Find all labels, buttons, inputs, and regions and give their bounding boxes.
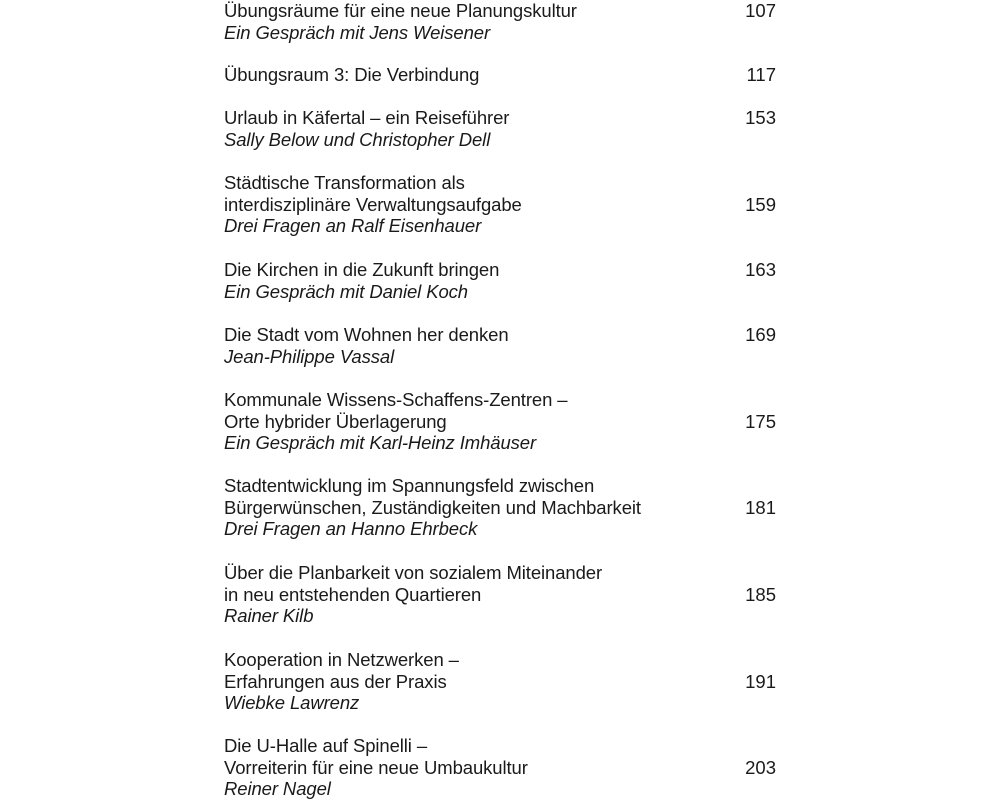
entry-title-line: Die U-Halle auf Spinelli –: [224, 735, 428, 756]
toc-entry: [224, 0, 776, 43]
entry-page-number: 185: [745, 583, 776, 605]
entry-page-number: 163: [745, 259, 776, 280]
entry-title-line: Orte hybrider Überlagerung: [224, 410, 447, 432]
entry-author: Rainer Kilb: [224, 605, 314, 627]
entry-page-number: 181: [745, 496, 776, 518]
entry-author: Ein Gespräch mit Karl-Heinz Imhäuser: [224, 432, 537, 454]
entry-page-number: 191: [745, 670, 776, 692]
entry-page-number: 107: [745, 0, 776, 21]
entry-author: Ein Gespräch mit Jens Weisener: [224, 21, 491, 43]
entry-title-line: Übungsraum 3: Die Verbindung: [224, 64, 480, 85]
entry-page-number: 203: [745, 756, 776, 778]
toc-entry: [224, 172, 776, 237]
entry-author: Jean-Philippe Vassal: [224, 345, 395, 367]
entry-page-number: 117: [746, 64, 776, 85]
entry-author: Wiebke Lawrenz: [224, 692, 360, 714]
entry-title-line: Kooperation in Netzwerken –: [224, 649, 459, 670]
entry-author: Drei Fragen an Ralf Eisenhauer: [224, 215, 482, 237]
entry-author: Drei Fragen an Hanno Ehrbeck: [224, 518, 478, 540]
entry-page-number: 159: [745, 193, 776, 215]
entry-title-line: Städtische Transformation als: [224, 172, 465, 193]
entry-page-number: 153: [745, 107, 776, 128]
toc-entry: [224, 107, 776, 150]
entry-page-number: 169: [745, 324, 776, 345]
entry-title-line: Vorreiterin für eine neue Umbaukultur: [224, 756, 528, 778]
toc-entry: [224, 64, 776, 86]
entry-author: Reiner Nagel: [224, 778, 331, 800]
entry-title-line: interdisziplinäre Verwaltungsaufgabe: [224, 193, 522, 215]
entry-page-number: 175: [745, 410, 776, 432]
entry-title-line: Urlaub in Käfertal – ein Reiseführer: [224, 107, 510, 128]
entry-title-line: in neu entstehenden Quartieren: [224, 583, 482, 605]
entry-title-line: Die Stadt vom Wohnen her denken: [224, 324, 509, 345]
toc-entry: [224, 324, 776, 367]
toc-entry: [224, 259, 776, 302]
toc-entry: [224, 735, 776, 800]
entry-title-line: Kommunale Wissens-Schaffens-Zentren –: [224, 389, 568, 410]
toc-entry: [224, 649, 776, 714]
toc-entry: [224, 389, 776, 454]
entry-title-line: Übungsräume für eine neue Planungskultur: [224, 0, 577, 21]
entry-title-line: Stadtentwicklung im Spannungsfeld zwischen: [224, 475, 595, 496]
entry-author: Sally Below und Christopher Dell: [224, 128, 491, 150]
entry-author: Ein Gespräch mit Daniel Koch: [224, 280, 468, 302]
toc-entry: [224, 562, 776, 627]
toc-entry: [224, 475, 776, 540]
entry-title-line: Bürgerwünschen, Zuständigkeiten und Machbarkeit: [224, 496, 641, 518]
entry-title-line: Die Kirchen in die Zukunft bringen: [224, 259, 500, 280]
entry-title-line: Über die Planbarkeit von sozialem Miteinander: [224, 562, 603, 583]
entry-title-line: Erfahrungen aus der Praxis: [224, 670, 447, 692]
